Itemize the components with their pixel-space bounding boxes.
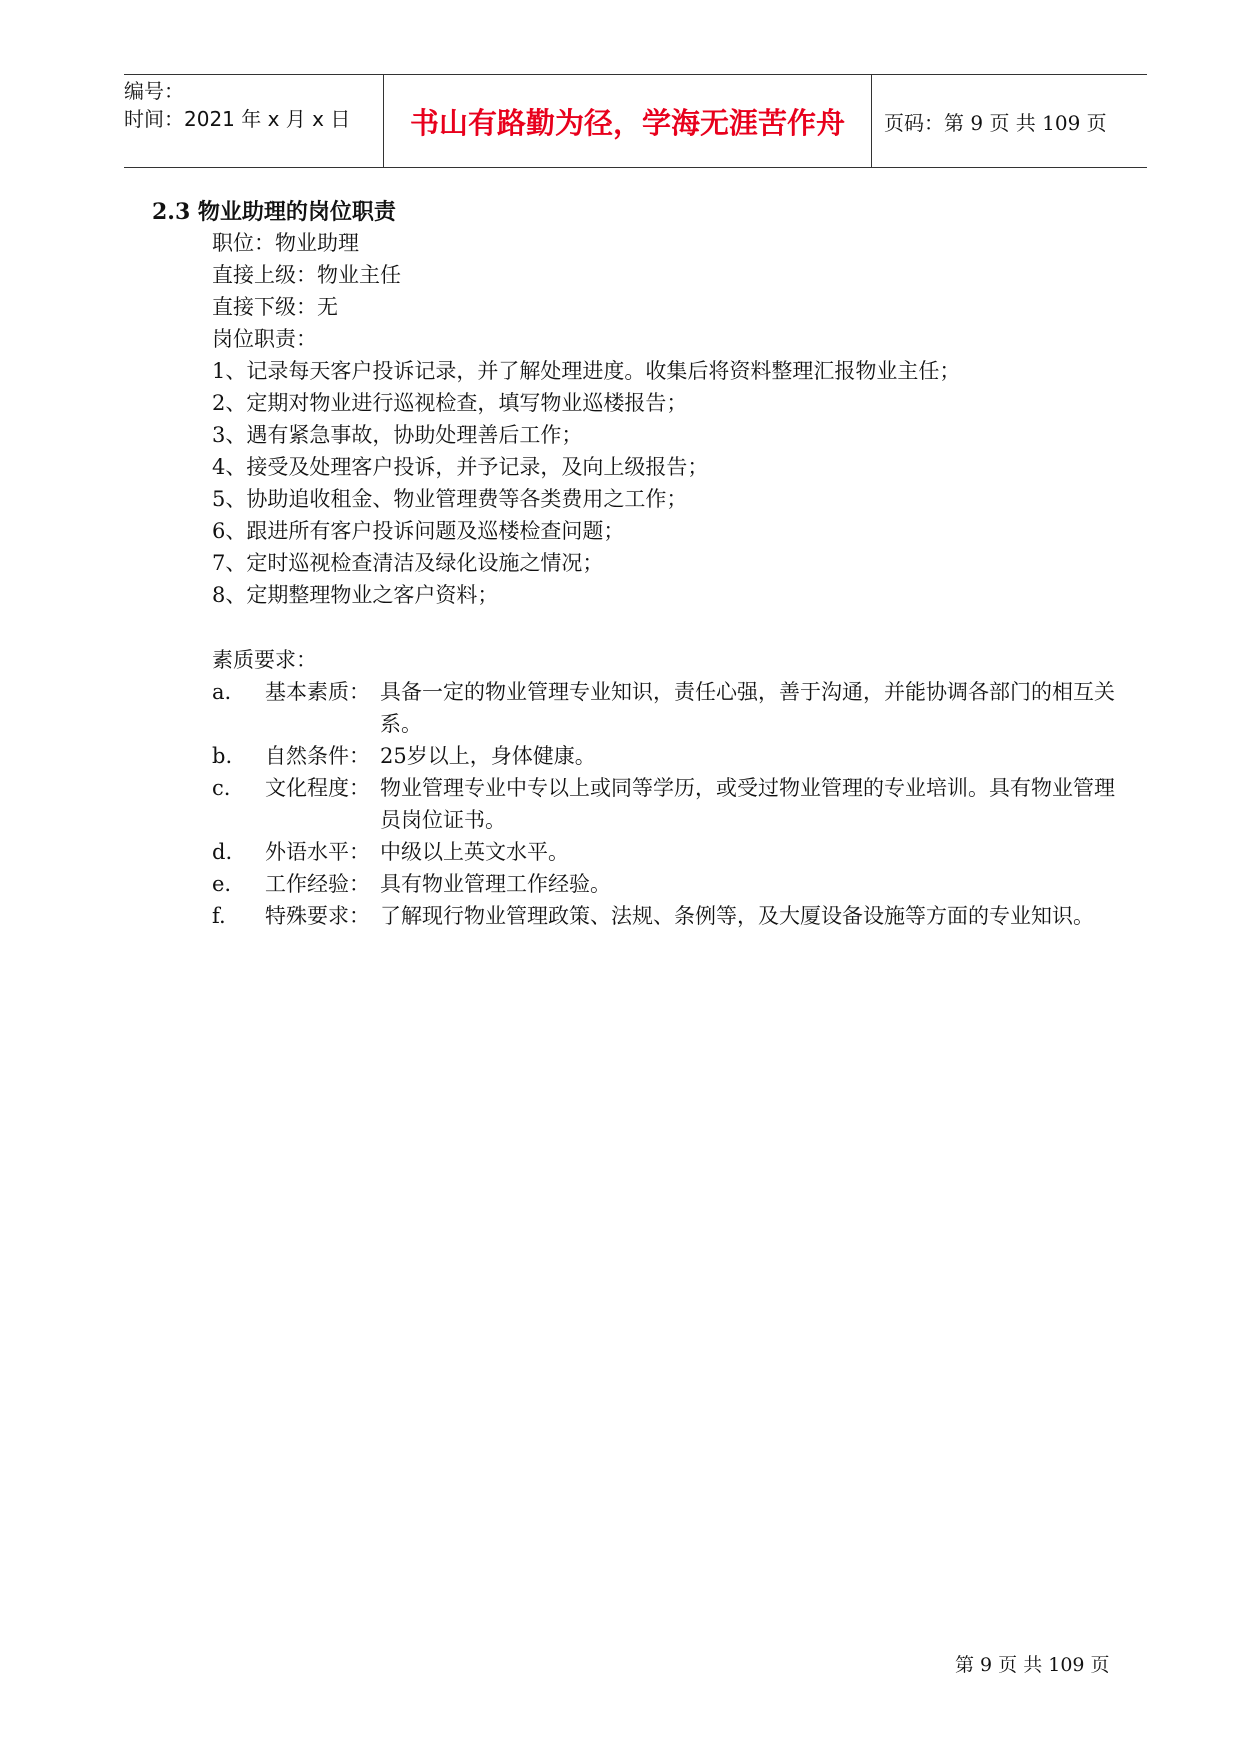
header-slogan-cell [384,75,872,167]
requirement-label: 文化程度： [265,776,370,800]
duty-item: 8、定期整理物业之客户资料； [212,583,499,607]
requirement-letter: b. [212,744,233,768]
document-number-label: 编号： [124,79,184,103]
requirement-label: 工作经验： [265,872,370,896]
requirement-letter: d. [212,840,233,864]
duty-item: 4、接受及处理客户投诉，并予记录，及向上级报告； [212,455,709,479]
requirement-letter: c. [212,776,231,800]
subordinate-line: 直接下级：无 [212,295,338,319]
duties-label: 岗位职责： [212,327,317,351]
section-title: 2.3 物业助理的岗位职责 [152,199,396,225]
requirement-text: 25岁以上，身体健康。 [380,744,596,768]
position-line: 职位：物业助理 [212,231,359,255]
duty-item: 6、跟进所有客户投诉问题及巡楼检查问题； [212,519,625,543]
header-left-cell [124,75,384,167]
header-slogan: 书山有路勤为径，学海无涯苦作舟 [409,105,845,140]
requirement-text: 中级以上英文水平。 [380,840,569,864]
requirement-letter: f. [212,904,226,928]
requirement-text: 具备一定的物业管理专业知识，责任心强，善于沟通，并能协调各部门的相互关系。 [380,680,1115,736]
requirement-label: 特殊要求： [265,904,370,928]
duty-item: 5、协助追收租金、物业管理费等各类费用之工作； [212,487,688,511]
header-page-cell [872,75,1147,167]
requirement-label: 基本素质： [265,680,370,704]
requirement-letter: e. [212,872,232,896]
duty-item: 1、记录每天客户投诉记录，并了解处理进度。收集后将资料整理汇报物业主任； [212,359,961,383]
requirement-label: 外语水平： [265,840,370,864]
header-page-info: 页码：第 9 页 共 109 页 [884,110,1107,135]
superior-line: 直接上级：物业主任 [212,263,401,287]
page-footer: 第 9 页 共 109 页 [955,1654,1110,1676]
duty-item: 3、遇有紧急事故，协助处理善后工作； [212,423,583,447]
requirement-label: 自然条件： [265,744,370,768]
requirement-letter: a. [212,680,232,704]
requirement-text: 了解现行物业管理政策、法规、条例等，及大厦设备设施等方面的专业知识。 [380,904,1094,928]
duty-item: 2、定期对物业进行巡视检查，填写物业巡楼报告； [212,391,688,415]
page-header [124,74,1147,168]
requirement-text: 物业管理专业中专以上或同等学历，或受过物业管理的专业培训。具有物业管理员岗位证书。 [380,776,1115,832]
document-time-label: 时间：2021 年 x 月 x 日 [124,107,351,131]
requirements-label: 素质要求： [212,648,317,672]
requirement-text: 具有物业管理工作经验。 [380,872,611,896]
duty-item: 7、定时巡视检查清洁及绿化设施之情况； [212,551,604,575]
